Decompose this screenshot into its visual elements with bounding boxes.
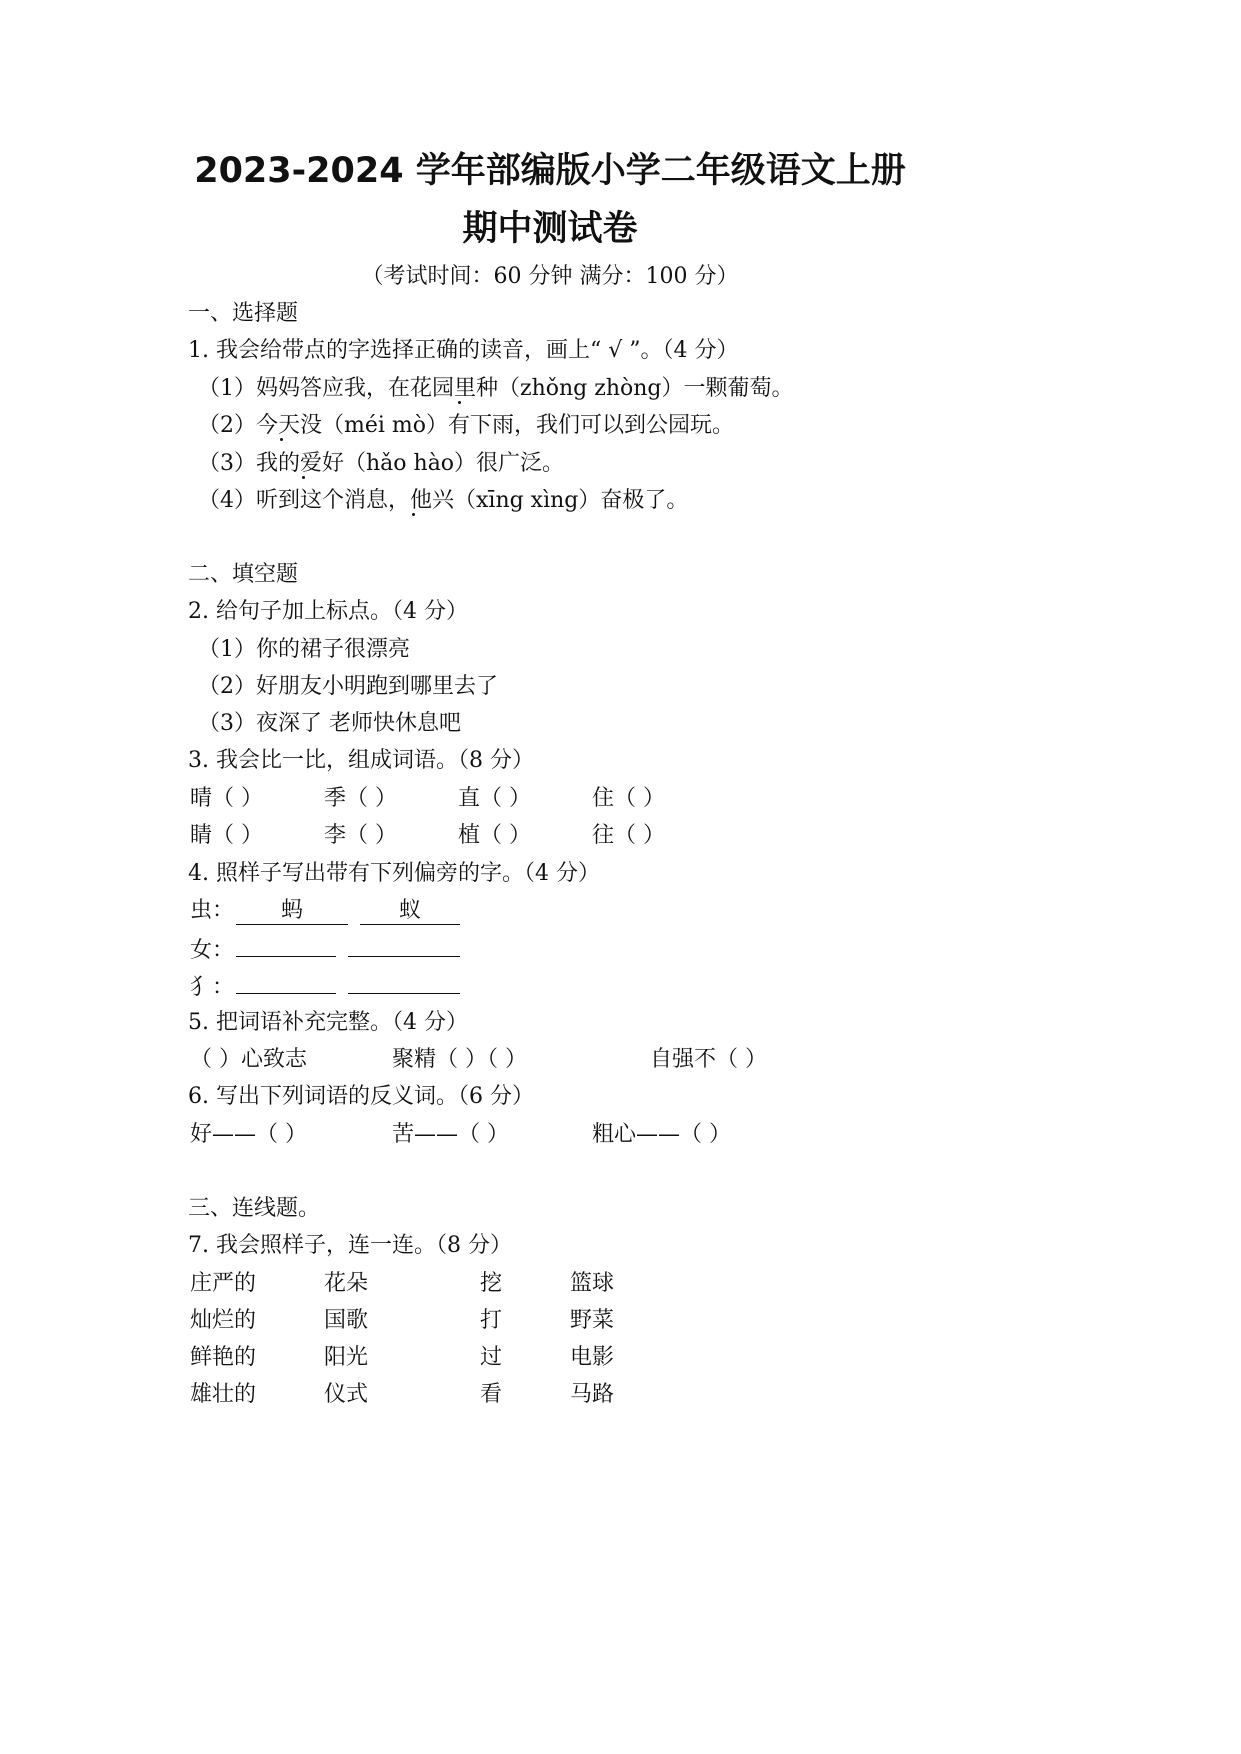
word-group-cell: 直（ ） <box>458 786 531 811</box>
match-item-col4: 野菜 <box>570 1308 615 1333</box>
emphasis-dot <box>412 513 415 516</box>
antonym-cell: 好——（ ） <box>190 1122 307 1147</box>
question-7-prompt: 7. 我会照样子，连一连。（8 分） <box>188 1233 512 1258</box>
match-item-col1: 雄壮的 <box>190 1382 257 1407</box>
radical-row <box>190 967 460 1001</box>
question-2-item-1: （1）你的裙子很漂亮 <box>198 637 410 662</box>
question-4-prompt: 4. 照样子写出带有下列偏旁的字。（4 分） <box>188 861 600 886</box>
word-group-cell: 往（ ） <box>592 823 665 848</box>
radical-label: 女： <box>190 938 235 963</box>
question-2-item-3: （3）夜深了 老师快休息吧 <box>198 711 461 736</box>
section-heading-matching: 三、连线题。 <box>188 1196 321 1221</box>
word-group-cell: 季（ ） <box>324 786 397 811</box>
question-1-prompt: 1. 我会给带点的字选择正确的读音，画上“ √ ”。（4 分） <box>188 338 739 363</box>
radical-label: 虫： <box>190 898 235 923</box>
question-3-prompt: 3. 我会比一比，组成词语。（8 分） <box>188 748 534 773</box>
match-item-col4: 电影 <box>570 1345 615 1370</box>
section-heading-choice: 一、选择题 <box>188 301 299 326</box>
match-item-col2: 国歌 <box>324 1308 369 1333</box>
page-title-line1: 2023-2024 学年部编版小学二年级语文上册 <box>194 151 906 191</box>
radical-row <box>190 893 460 925</box>
answer-blank[interactable] <box>236 967 336 994</box>
emphasis-dot <box>302 476 305 479</box>
idiom-cell: 自强不（ ） <box>650 1047 767 1072</box>
match-item-col1: 鲜艳的 <box>190 1345 257 1370</box>
answer-blank: 蚂 <box>236 898 348 925</box>
question-1-item-3: （3）我的爱好（hǎo hào）很广泛。 <box>198 451 565 476</box>
match-item-col2: 仪式 <box>324 1382 369 1407</box>
answer-blank[interactable] <box>348 930 460 957</box>
match-item-col3: 打 <box>480 1308 503 1333</box>
idiom-cell: （ ）心致志 <box>190 1047 307 1072</box>
match-item-col1: 庄严的 <box>190 1271 257 1296</box>
question-2-prompt: 2. 给句子加上标点。（4 分） <box>188 599 468 624</box>
page-title-line2: 期中测试卷 <box>462 209 638 249</box>
emphasis-dot <box>280 438 283 441</box>
word-group-cell: 住（ ） <box>592 786 665 811</box>
answer-blank: 蚁 <box>360 898 460 925</box>
match-item-col2: 花朵 <box>324 1271 369 1296</box>
match-item-col3: 挖 <box>480 1271 503 1296</box>
word-group-cell: 睛（ ） <box>190 823 263 848</box>
section-heading-fill: 二、填空题 <box>188 562 299 587</box>
emphasis-dot <box>458 401 461 404</box>
word-group-cell: 植（ ） <box>458 823 531 848</box>
answer-blank[interactable] <box>348 967 460 994</box>
match-item-col3: 看 <box>480 1382 503 1407</box>
question-2-item-2: （2）好朋友小明跑到哪里去了 <box>198 674 498 699</box>
question-1-item-2: （2）今天没（méi mò）有下雨，我们可以到公园玩。 <box>198 413 735 438</box>
question-1-item-4: （4）听到这个消息，他兴（xīng xìng）奋极了。 <box>198 488 689 513</box>
answer-blank[interactable] <box>236 930 336 957</box>
match-item-col4: 马路 <box>570 1382 615 1407</box>
question-5-prompt: 5. 把词语补充完整。（4 分） <box>188 1010 468 1035</box>
word-group-cell: 李（ ） <box>324 823 397 848</box>
idiom-cell: 聚精（ ）（ ） <box>392 1047 527 1072</box>
match-item-col3: 过 <box>480 1345 503 1370</box>
question-1-item-1: （1）妈妈答应我，在花园里种（zhǒng zhòng）一颗葡萄。 <box>198 376 794 401</box>
antonym-cell: 粗心——（ ） <box>592 1122 731 1147</box>
match-item-col1: 灿烂的 <box>190 1308 257 1333</box>
match-item-col2: 阳光 <box>324 1345 369 1370</box>
radical-label: 犭： <box>190 975 235 1000</box>
antonym-cell: 苦——（ ） <box>392 1122 509 1147</box>
question-6-prompt: 6. 写出下列词语的反义词。（6 分） <box>188 1084 534 1109</box>
word-group-cell: 晴（ ） <box>190 786 263 811</box>
exam-info: （考试时间：60 分钟 满分：100 分） <box>361 264 739 289</box>
match-item-col4: 篮球 <box>570 1271 615 1296</box>
radical-row <box>190 930 460 964</box>
